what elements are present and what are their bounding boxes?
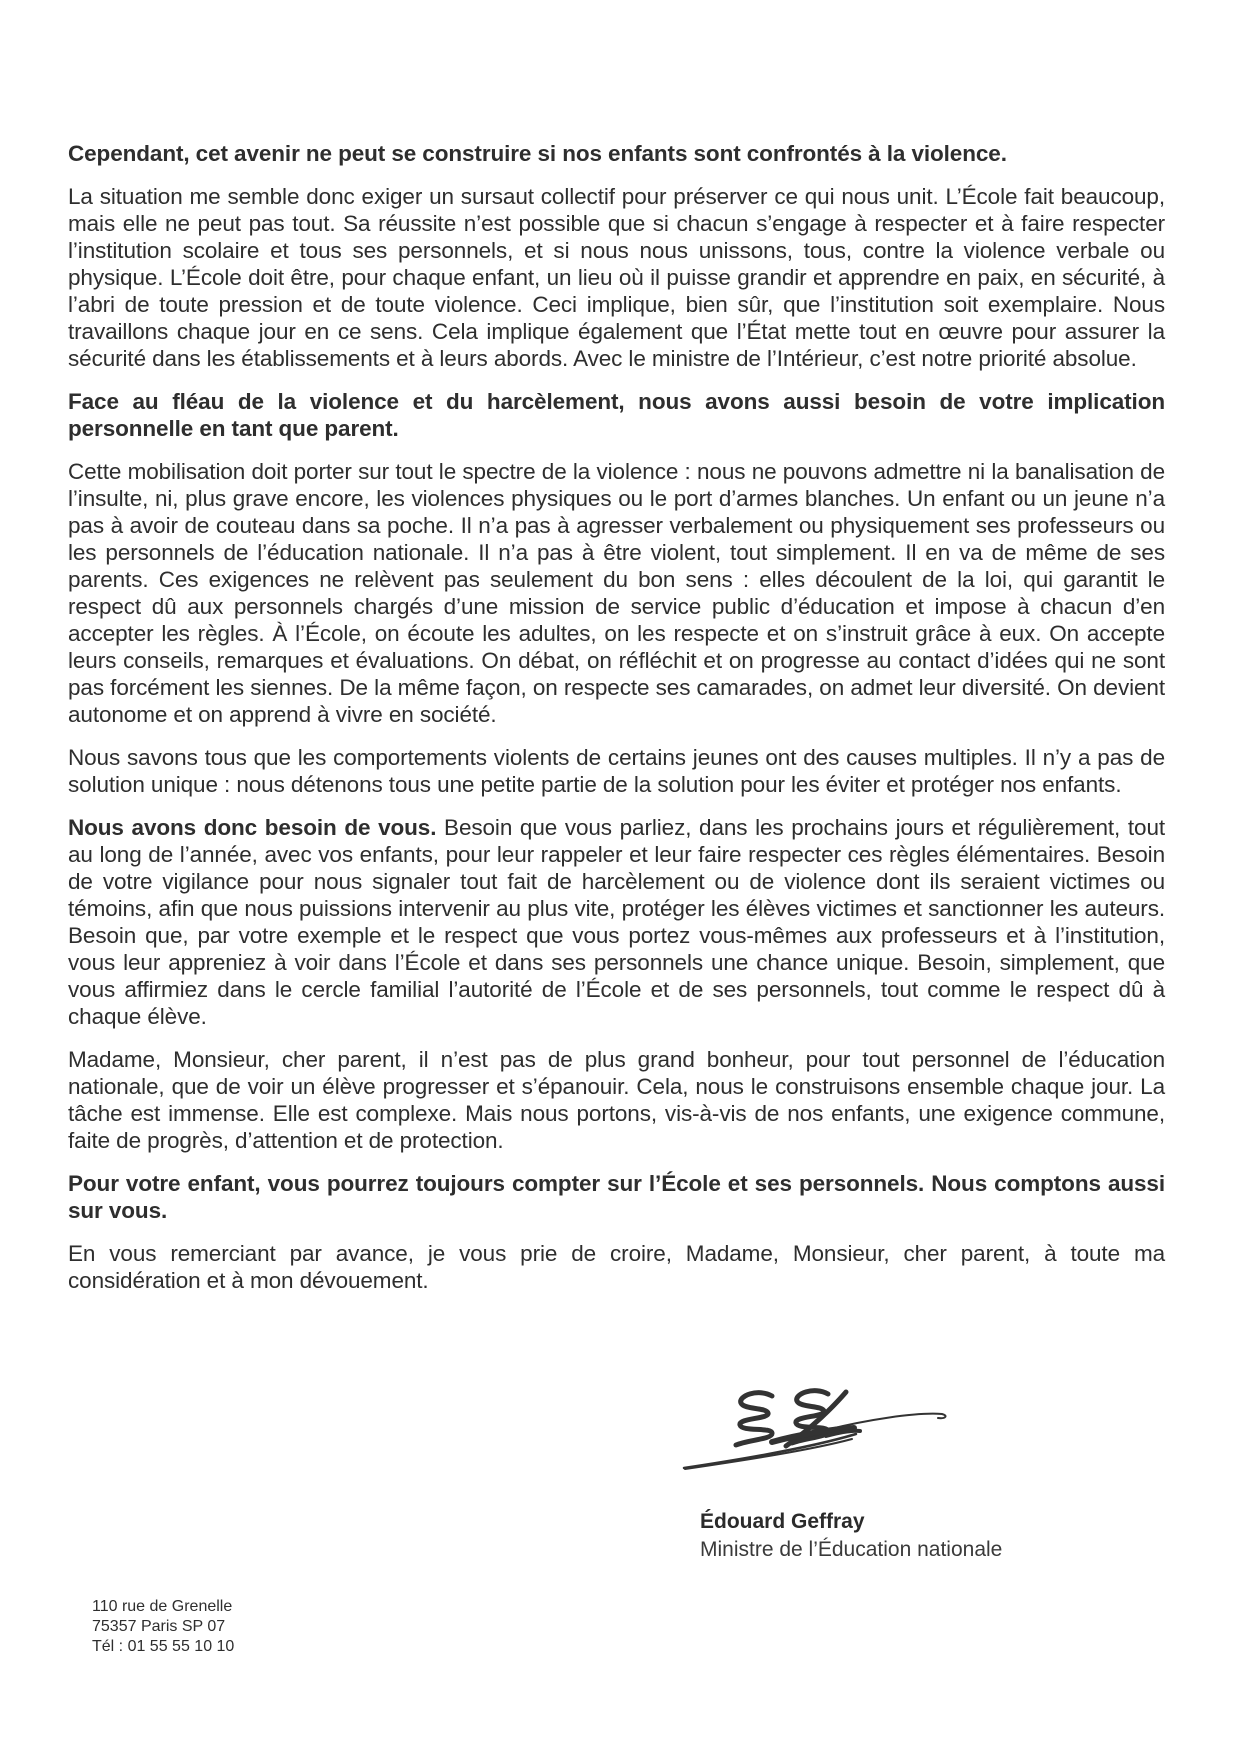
paragraph: Cette mobilisation doit porter sur tout le spectre de la violence : nous ne pouvons admettre ni la banalisation de l’insulte, ni, plus grave encore, les violences physiques ou le port d’armes blanches. Un enfant ou un jeune n’a pas à avoir de couteau dans sa poche. Il n’a pas à agresser verbalement ou physiquement ses professeurs ou les personnels de l’éducation nationale. Il n’a pas à être violent, tout simplement. Il en va de même de ses parents. Ces exigences ne relèvent pas seulement du bon sens : elles découlent de la loi, qui garantit le respect dû aux personnels chargés d’une mission de service public d’éducation et impose à chacun d’en accepter les règles. À l’École, on écoute les adultes, on les respecte et on s’instruit grâce à eux. On accepte leurs conseils, remarques et évaluations. On débat, on réfléchit et on progresse au contact d’idées qui ne sont pas forcément les siennes. De la même façon, on respecte ses camarades, on admet leur diversité. On devient autonome et on apprend à vivre en société. (68, 459, 1165, 727)
signatory-title: Ministre de l’Éducation nationale (700, 1538, 1003, 1561)
paragraph: La situation me semble donc exiger un sursaut collectif pour préserver ce qui nous unit. L’École fait beaucoup, mais elle ne peut pas tout. Sa réussite n’est possible que si chacun s’engage à respecter et à faire respecter l’institution scolaire et tous ses personnels, et si nous nous unissons, tous, contre la violence verbale ou physique. L’École doit être, pour chaque enfant, un lieu où il puisse grandir et apprendre en paix, en sécurité, à l’abri de toute pression et de toute violence. Ceci implique, bien sûr, que l’institution soit exemplaire. Nous travaillons chaque jour en ce sens. Cela implique également que l’État mette tout en œuvre pour assurer la sécurité dans les établissements et à leurs abords. Avec le ministre de l’Intérieur, c’est notre priorité absolue. (68, 184, 1165, 371)
paragraph: Nous avons donc besoin de vous. Besoin que vous parliez, dans les prochains jours et régulièrement, tout au long de l’année, avec vos enfants, pour leur rappeler et leur faire respecter ces règles élémentaires. Besoin de votre vigilance pour nous signaler tout fait de harcèlement ou de violence dont ils seraient victimes ou témoins, afin que nous puissions intervenir au plus vite, protéger les élèves victimes et sanctionner les auteurs. Besoin que, par votre exemple et le respect que vous portez vous-mêmes aux professeurs et à l’institution, vous leur appreniez à voir dans l’École et dans ses personnels une chance unique. Besoin, simplement, que vous affirmiez dans le cercle familial l’autorité de l’École et de ses personnels, tout comme le respect dû à chaque élève. (68, 815, 1166, 1029)
signatory-name: Édouard Geffray (700, 1510, 865, 1533)
footer-phone: Tél : 01 55 55 10 10 (92, 1638, 235, 1655)
signature-scribble-icon (676, 1384, 958, 1476)
letter-body (68, 140, 1165, 1310)
paragraph-bold: Pour votre enfant, vous pourrez toujours compter sur l’École et ses personnels. Nous comptons aussi sur vous. (68, 1171, 1165, 1223)
paragraph-bold-lead: Nous avons donc besoin de vous. (68, 815, 437, 840)
paragraph-bold: Cependant, cet avenir ne peut se construire si nos enfants sont confrontés à la violence. (68, 141, 1007, 166)
paragraph-bold: Face au fléau de la violence et du harcèlement, nous avons aussi besoin de votre implication personnelle en tant que parent. (68, 389, 1165, 441)
footer-address (92, 1597, 234, 1657)
footer-address-line1: 110 rue de Grenelle (92, 1598, 233, 1615)
paragraph: Nous savons tous que les comportements violents de certains jeunes ont des causes multiples. Il n’y a pas de solution unique : nous détenons tous une petite partie de la solution pour les éviter et protéger nos enfants. (68, 745, 1165, 797)
paragraph: En vous remerciant par avance, je vous prie de croire, Madame, Monsieur, cher parent, à toute ma considération et à mon dévouement. (68, 1241, 1165, 1293)
signature-block (676, 1384, 1016, 1564)
paragraph: Madame, Monsieur, cher parent, il n’est pas de plus grand bonheur, pour tout personnel de l’éducation nationale, que de voir un élève progresser et s’épanouir. Cela, nous le construisons ensemble chaque jour. La tâche est immense. Elle est complexe. Mais nous portons, vis-à-vis de nos enfants, une exigence commune, faite de progrès, d’attention et de protection. (68, 1047, 1165, 1153)
footer-address-line2: 75357 Paris SP 07 (92, 1618, 226, 1635)
